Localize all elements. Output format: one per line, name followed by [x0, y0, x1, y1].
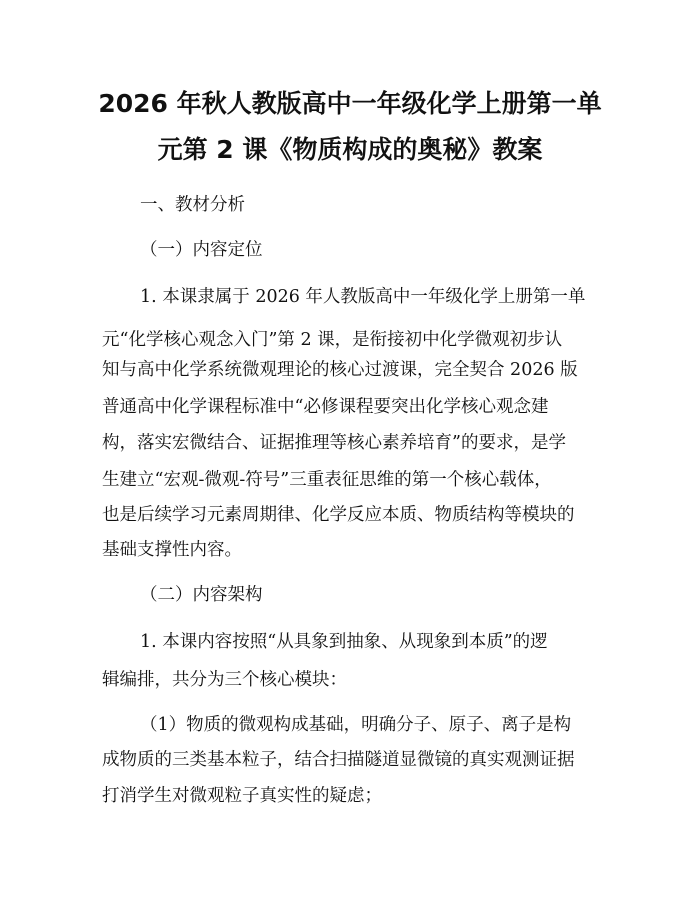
document-title-line-2: 元第 2 课《物质构成的奥秘》教案 — [157, 135, 543, 164]
paragraph-1-line-8: 基础支撑性内容。 — [102, 540, 242, 560]
paragraph-1-line-3: 知与高中化学系统微观理论的核心过渡课，完全契合 2026 版 — [102, 360, 578, 380]
paragraph-2-line-2: 辑编排，共分为三个核心模块： — [102, 670, 347, 690]
paragraph-3-line-3: 打消学生对微观粒子真实性的疑虑； — [102, 786, 382, 806]
paragraph-3-line-1: （1）物质的微观构成基础，明确分子、原子、离子是构 — [140, 715, 572, 735]
subsection-heading-content-structure: （二）内容架构 — [140, 585, 263, 605]
paragraph-2-line-1: 1. 本课内容按照“从具象到抽象、从现象到本质”的逻 — [140, 632, 548, 652]
paragraph-1-line-5: 构，落实宏微结合、证据推理等核心素养培育”的要求，是学 — [102, 433, 566, 453]
paragraph-1-line-1: 1. 本课隶属于 2026 年人教版高中一年级化学上册第一单 — [140, 287, 586, 307]
section-heading-teaching-material-analysis: 一、教材分析 — [140, 195, 245, 215]
paragraph-1-line-4: 普通高中化学课程标准中“必修课程要突出化学核心观念建 — [102, 397, 549, 417]
paragraph-1-line-7: 也是后续学习元素周期律、化学反应本质、物质结构等模块的 — [102, 505, 575, 525]
paragraph-1-line-6: 生建立“宏观-微观-符号”三重表征思维的第一个核心载体， — [102, 470, 552, 490]
paragraph-3-line-2: 成物质的三类基本粒子，结合扫描隧道显微镜的真实观测证据 — [102, 750, 575, 770]
subsection-heading-content-positioning: （一）内容定位 — [140, 240, 263, 260]
paragraph-1-line-2: 元“化学核心观念入门”第 2 课，是衔接初中化学微观初步认 — [102, 330, 563, 350]
document-title-line-1: 2026 年秋人教版高中一年级化学上册第一单 — [98, 89, 602, 118]
